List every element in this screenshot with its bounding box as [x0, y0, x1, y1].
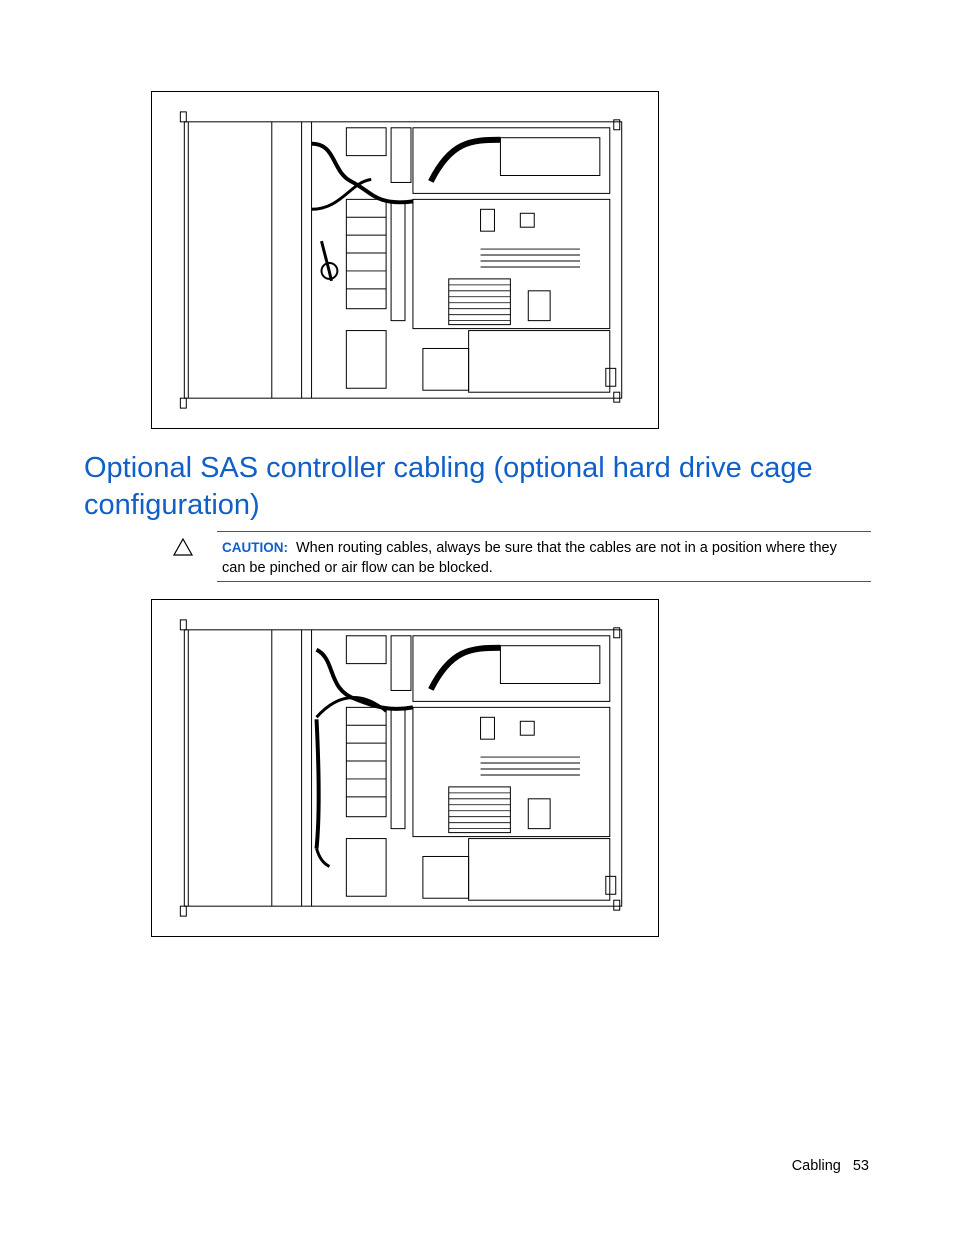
page-number: 53 — [852, 1158, 869, 1174]
caution-box — [217, 531, 871, 582]
page-footer — [792, 1158, 869, 1174]
caution-message: When routing cables, always be sure that the cables are not in a position where they can be pinched or air flow can be blocked. — [222, 540, 837, 576]
caution-label: CAUTION: — [222, 540, 288, 555]
figure-server-cabling-1 — [151, 91, 659, 429]
figure-server-cabling-2 — [151, 599, 659, 937]
section-heading: Optional SAS controller cabling (optional hard drive cage configuration) — [84, 452, 813, 521]
caution-text-block — [222, 538, 862, 578]
caution-icon — [173, 538, 193, 556]
footer-section: Cabling — [791, 1158, 841, 1174]
